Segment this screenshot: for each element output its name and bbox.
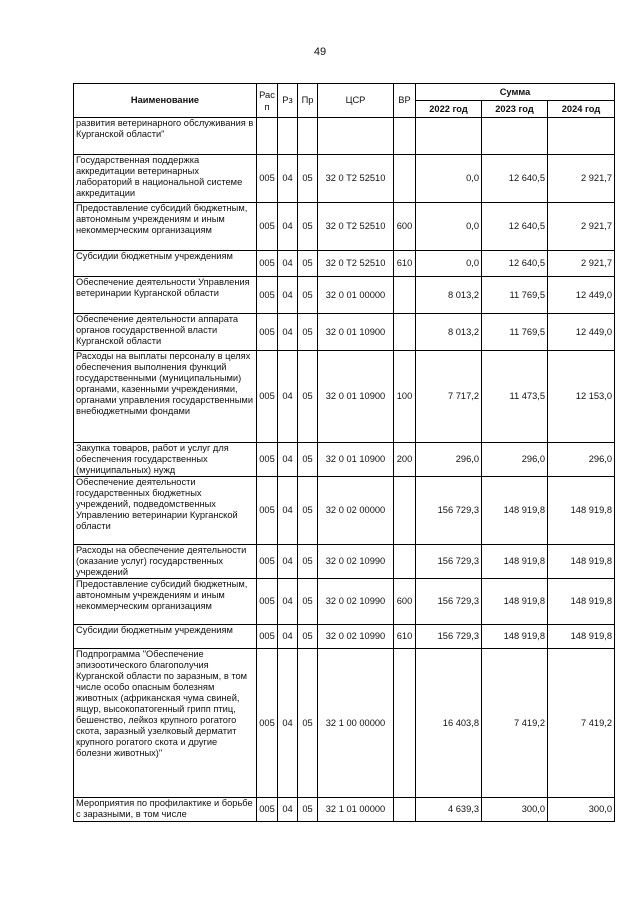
cell-rz: 04 [278,649,298,798]
cell-pr: 05 [298,277,318,314]
cell-rz: 04 [278,203,298,251]
cell-name: Субсидии бюджетным учреждениям [74,251,257,277]
cell-2022: 0,0 [416,155,482,203]
cell-2024: 148 919,8 [548,545,615,579]
cell-name: Государственная поддержка аккредитации ветеринарных лабораторий в национальной системе аккредитации [74,155,257,203]
cell-vr [394,118,416,155]
cell-2023: 11 473,5 [482,351,548,443]
cell-pr [298,118,318,155]
cell-2022: 0,0 [416,203,482,251]
table-row [74,351,615,443]
cell-rasp: 005 [257,545,278,579]
cell-vr [394,277,416,314]
cell-pr: 05 [298,625,318,649]
cell-2022: 0,0 [416,251,482,277]
cell-2024: 12 449,0 [548,314,615,351]
cell-pr: 05 [298,251,318,277]
header-name: Наименование [74,84,257,118]
cell-2022: 8 013,2 [416,314,482,351]
cell-2023: 11 769,5 [482,277,548,314]
table-row [74,579,615,625]
cell-vr: 600 [394,203,416,251]
cell-2024: 300,0 [548,798,615,822]
cell-2023: 148 919,8 [482,625,548,649]
cell-vr [394,477,416,545]
cell-2022: 16 403,8 [416,649,482,798]
cell-rasp [257,118,278,155]
cell-2022: 156 729,3 [416,477,482,545]
cell-2024: 2 921,7 [548,203,615,251]
header-pr: Пр [298,84,318,118]
table-row [74,545,615,579]
cell-2023: 148 919,8 [482,477,548,545]
cell-rasp: 005 [257,625,278,649]
cell-name: Закупка товаров, работ и услуг для обеспечения государственных (муниципальных) нужд [74,443,257,477]
cell-2024: 12 153,0 [548,351,615,443]
table-row [74,443,615,477]
cell-csr: 32 0 01 00000 [318,277,394,314]
cell-vr: 610 [394,251,416,277]
cell-vr: 100 [394,351,416,443]
cell-rz [278,118,298,155]
cell-rz: 04 [278,545,298,579]
cell-csr: 32 0 01 10900 [318,351,394,443]
cell-csr: 32 0 02 10990 [318,579,394,625]
cell-2024: 2 921,7 [548,155,615,203]
cell-csr: 32 0 02 00000 [318,477,394,545]
cell-2023: 300,0 [482,798,548,822]
cell-pr: 05 [298,203,318,251]
table-row [74,118,615,155]
cell-rasp: 005 [257,443,278,477]
cell-2024: 148 919,8 [548,477,615,545]
cell-rasp: 005 [257,277,278,314]
cell-rasp: 005 [257,649,278,798]
header-vr: ВР [394,84,416,118]
cell-rz: 04 [278,443,298,477]
cell-2022 [416,118,482,155]
cell-2024: 12 449,0 [548,277,615,314]
table-row [74,203,615,251]
table-row [74,251,615,277]
cell-rasp: 005 [257,314,278,351]
cell-name: Расходы на обеспечение деятельности (оказание услуг) государственных учреждений [74,545,257,579]
cell-rz: 04 [278,351,298,443]
cell-csr: 32 0 01 10900 [318,443,394,477]
cell-csr [318,118,394,155]
cell-rasp: 005 [257,351,278,443]
cell-2024: 7 419,2 [548,649,615,798]
cell-csr: 32 1 00 00000 [318,649,394,798]
cell-pr: 05 [298,314,318,351]
cell-pr: 05 [298,351,318,443]
table-row [74,155,615,203]
cell-2022: 156 729,3 [416,579,482,625]
cell-name: Подпрограмма "Обеспечение эпизоотического благополучия Курганской области по заразным, в том числе особо опасным болезням животных (африканская чума свиней, ящур, высокопатогенный грипп птиц, бешенство, лейкоз крупного рогатого скота, заразный узелковый дерматит крупного рогатого скота и другие болезни животных)" [74,649,257,798]
cell-2023 [482,118,548,155]
cell-pr: 05 [298,545,318,579]
cell-pr: 05 [298,443,318,477]
cell-csr: 32 0 T2 52510 [318,251,394,277]
cell-name: Субсидии бюджетным учреждениям [74,625,257,649]
cell-csr: 32 1 01 00000 [318,798,394,822]
cell-2024: 148 919,8 [548,579,615,625]
cell-csr: 32 0 T2 52510 [318,155,394,203]
cell-rz: 04 [278,251,298,277]
cell-vr: 200 [394,443,416,477]
cell-rasp: 005 [257,203,278,251]
header-rasp: Рас п [257,84,278,118]
cell-2022: 296,0 [416,443,482,477]
cell-name: Расходы на выплаты персоналу в целях обеспечения выполнения функций государственными (муниципальными) органами, казенными учреждениями, органами управления государственными внебюджетными фондами [74,351,257,443]
table-body [74,118,615,822]
cell-pr: 05 [298,579,318,625]
page-number: 49 [313,46,327,58]
cell-name: Мероприятия по профилактике и борьбе с заразными, в том числе [74,798,257,822]
cell-2023: 12 640,5 [482,203,548,251]
cell-2024: 296,0 [548,443,615,477]
budget-table [73,83,615,822]
cell-rz: 04 [278,579,298,625]
cell-pr: 05 [298,649,318,798]
cell-rz: 04 [278,798,298,822]
cell-2024: 148 919,8 [548,625,615,649]
cell-name: Предоставление субсидий бюджетным, автономным учреждениям и иным некоммерческим организациям [74,203,257,251]
cell-csr: 32 0 T2 52510 [318,203,394,251]
header-year-2024: 2024 год [548,101,615,118]
cell-pr: 05 [298,155,318,203]
table-header [74,84,615,118]
cell-rasp: 005 [257,155,278,203]
cell-vr [394,545,416,579]
cell-rasp: 005 [257,579,278,625]
table-row [74,798,615,822]
cell-vr: 610 [394,625,416,649]
cell-2023: 148 919,8 [482,579,548,625]
cell-2023: 7 419,2 [482,649,548,798]
cell-vr [394,649,416,798]
cell-csr: 32 0 02 10990 [318,625,394,649]
cell-name: развития ветеринарного обслуживания в Курганской области" [74,118,257,155]
cell-2022: 156 729,3 [416,545,482,579]
table-row [74,649,615,798]
cell-2022: 156 729,3 [416,625,482,649]
cell-name: Предоставление субсидий бюджетным, автономным учреждениям и иным некоммерческим организациям [74,579,257,625]
cell-rz: 04 [278,277,298,314]
cell-rz: 04 [278,314,298,351]
cell-2022: 4 639,3 [416,798,482,822]
header-rz: Рз [278,84,298,118]
header-sum: Сумма [416,84,615,101]
cell-2024: 2 921,7 [548,251,615,277]
cell-name: Обеспечение деятельности государственных бюджетных учреждений, подведомственных Управлению ветеринарии Курганской области [74,477,257,545]
cell-2024 [548,118,615,155]
cell-2023: 12 640,5 [482,155,548,203]
cell-rz: 04 [278,155,298,203]
table-row [74,277,615,314]
cell-vr [394,798,416,822]
cell-2023: 11 769,5 [482,314,548,351]
cell-2023: 148 919,8 [482,545,548,579]
cell-vr [394,155,416,203]
table-row [74,625,615,649]
cell-rasp: 005 [257,477,278,545]
cell-rasp: 005 [257,798,278,822]
header-csr: ЦСР [318,84,394,118]
table-row [74,477,615,545]
cell-vr: 600 [394,579,416,625]
cell-csr: 32 0 02 10990 [318,545,394,579]
cell-rasp: 005 [257,251,278,277]
cell-rz: 04 [278,477,298,545]
cell-2022: 7 717,2 [416,351,482,443]
cell-name: Обеспечение деятельности аппарата органов государственной власти Курганской области [74,314,257,351]
cell-vr [394,314,416,351]
cell-2023: 12 640,5 [482,251,548,277]
header-year-2023: 2023 год [482,101,548,118]
table-row [74,314,615,351]
cell-2023: 296,0 [482,443,548,477]
cell-pr: 05 [298,798,318,822]
cell-csr: 32 0 01 10900 [318,314,394,351]
cell-rz: 04 [278,625,298,649]
cell-2022: 8 013,2 [416,277,482,314]
cell-name: Обеспечение деятельности Управления ветеринарии Курганской области [74,277,257,314]
header-year-2022: 2022 год [416,101,482,118]
cell-pr: 05 [298,477,318,545]
